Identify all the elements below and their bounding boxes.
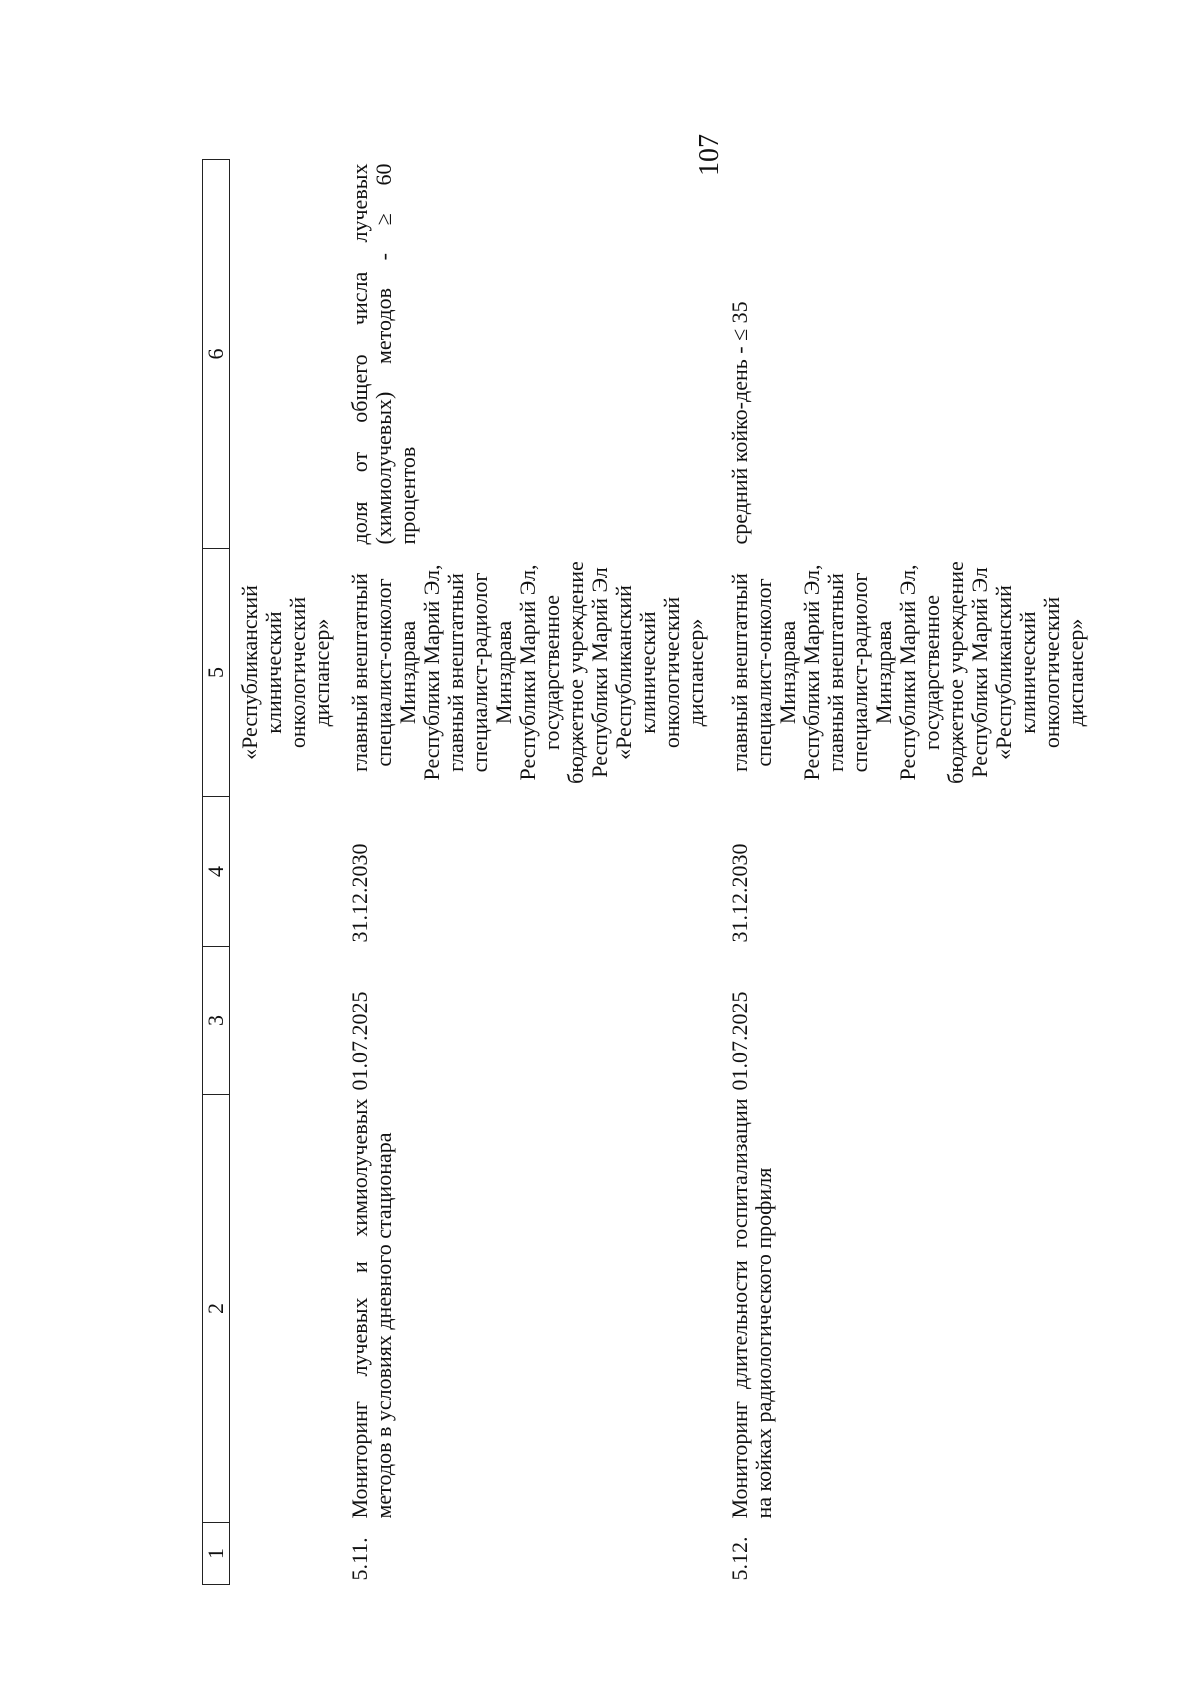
row-event: Мониторинг лучевых и химиолучевых методов в условиях дневного стационара [347, 1098, 396, 1519]
row-result: доля от общего числа лучевых (химиолучевых) методов - ≥ 60 процентов [347, 163, 420, 545]
header-col-2: 2 [203, 1095, 230, 1523]
table-row [714, 160, 1094, 1585]
row-end-date: 31.12.2030 [347, 843, 372, 943]
header-col-4: 4 [203, 797, 230, 947]
continuation-row [230, 160, 335, 1585]
row-number: 5.11. [347, 1537, 372, 1581]
rotated-table-block [202, 160, 1102, 1585]
row-end-date: 31.12.2030 [727, 843, 752, 943]
row-responsible: главный внештатный специалист-онколог Минздрава Республики Марий Эл, главный внештатный специалист-радиолог Минздрава Республики Марий Эл, государственное бюджетное учреждение Республики Марий Эл «Республиканский клинический онкологический диспансер» [347, 561, 708, 784]
table-row [334, 160, 714, 1585]
row-event: Мониторинг длительности госпитализации на койках радиологического профиля [727, 1098, 776, 1519]
row-number: 5.12. [727, 1536, 752, 1581]
row-result: средний койко-день - ≤ 35 [727, 301, 752, 545]
row-start-date: 01.07.2025 [347, 991, 372, 1091]
activities-table [202, 159, 1094, 1585]
header-col-3: 3 [203, 947, 230, 1095]
header-col-5: 5 [203, 549, 230, 797]
continuation-responsible: «Республиканский клинический онкологический диспансер» [237, 585, 334, 760]
header-col-1: 1 [203, 1523, 230, 1585]
header-col-6: 6 [203, 160, 230, 549]
row-start-date: 01.07.2025 [727, 991, 752, 1091]
page-number: 107 [694, 134, 725, 176]
header-row [203, 160, 230, 1585]
row-responsible: главный внештатный специалист-онколог Минздрава Республики Марий Эл, главный внештатный специалист-радиолог Минздрава Республики Марий Эл, государственное бюджетное учреждение Республики Марий Эл «Республиканский клинический онкологический диспансер» [727, 561, 1088, 784]
